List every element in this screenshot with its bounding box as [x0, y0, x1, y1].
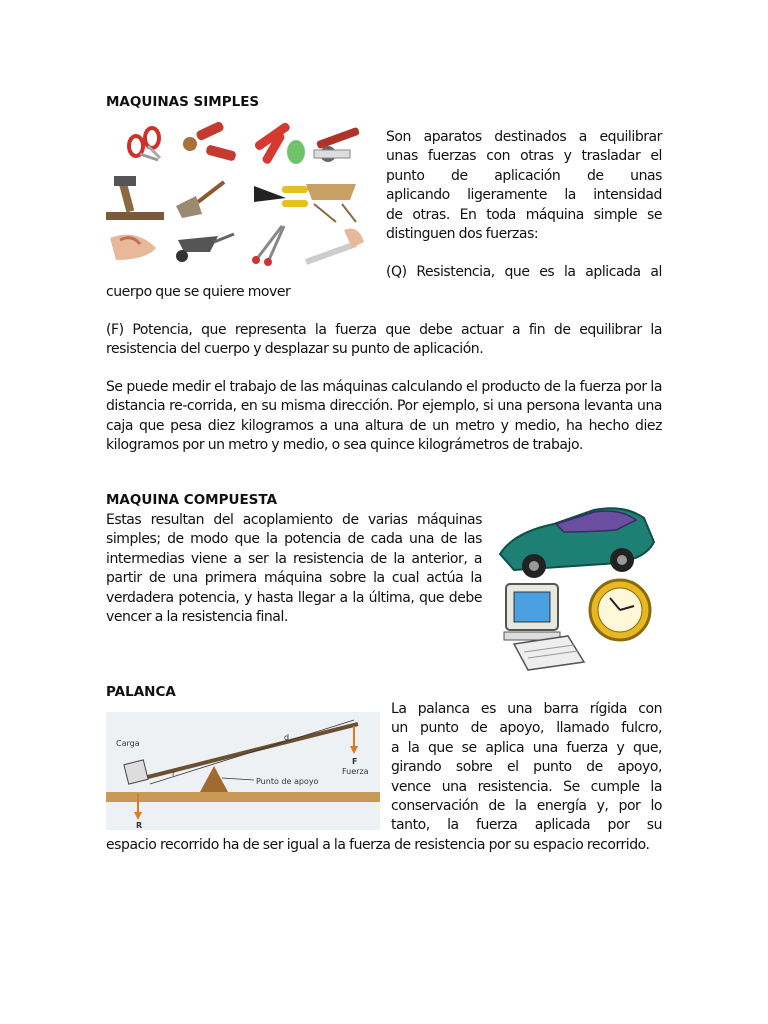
intro-line: aplicando ligeramente la intensidad [386, 187, 662, 204]
label-r: r [172, 769, 176, 778]
computer-image [504, 584, 584, 670]
trabajo-paragraph: Se puede medir el trabajo de las máquinas calculando el producto de la fuerza por la distancia re-corrida, en su misma dirección. Por ejemplo, si una persona levanta una caja que pesa diez kilogramos a una altura de un metro y medio, ha hecho diez kilogramos por un metro y medio, o sea quince kilográmetros de trabajo. [106, 379, 662, 454]
label-carga: Carga [116, 739, 140, 748]
scissors-image [129, 128, 160, 160]
intro-line: punto de aplicación de unas [386, 167, 662, 184]
car-image [500, 508, 654, 578]
resistencia-line1 [386, 263, 662, 282]
shovel-image [176, 182, 224, 218]
intro-line: unas fuerzas con otras y trasladar el [386, 148, 662, 165]
resistencia-text-cont: cuerpo que se quiere mover [106, 284, 291, 300]
forearm-image [306, 229, 364, 263]
section-title-palanca: PALANCA [106, 684, 176, 700]
can-opener-image [314, 127, 360, 162]
palanca-line: tanto, la fuerza aplicada por su [391, 817, 662, 834]
potencia-paragraph: (F) Potencia, que representa la fuerza que debe actuar a fin de equilibrar la resistencia del cuerpo y desplazar su punto de aplicación. [106, 322, 662, 358]
section-title-maquinas-simples: MAQUINAS SIMPLES [106, 94, 260, 110]
palanca-line: girando sobre el punto de apoyo, [391, 759, 662, 776]
palanca-line: a la que se aplica una fuerza y que, [391, 739, 662, 756]
pliers-image [253, 121, 305, 165]
intro-line: Son aparatos destinados a equilibrar [386, 129, 662, 145]
section-title-maquina-compuesta: MAQUINA COMPUESTA [106, 492, 278, 508]
tongs-image [252, 226, 284, 266]
palanca-line: La palanca es una barra rígida con [391, 701, 662, 717]
lever-boat-image [306, 184, 356, 222]
intro-line: distinguen dos fuerzas: [386, 226, 539, 243]
label-f: F [352, 757, 358, 766]
palanca-line: un punto de apoyo, llamado fulcro, [391, 720, 662, 737]
intro-paragraph [386, 128, 662, 244]
intro-line: de otras. En toda máquina simple se [386, 206, 662, 223]
compound-machines-illustration [494, 502, 664, 674]
label-fuerza: Fuerza [342, 767, 369, 776]
lever-diagram [106, 712, 380, 830]
resistencia-line2 [106, 283, 662, 302]
hammer-image [106, 176, 164, 220]
clock-image [590, 580, 650, 640]
palanca-line: conservación de la energía y, por lo [391, 798, 662, 815]
compuesta-paragraph: Estas resultan del acoplamiento de varias máquinas simples; de modo que la potencia de cada una de las intermedias viene a ser la resistencia de la anterior, a partir de una primera máquina sobre la cual actúa la verdadera potencia, y hasta llegar a la última, que debe vencer a la resistencia final. [106, 512, 482, 626]
label-d: d [284, 733, 290, 742]
resistencia-text: (Q) Resistencia, que es la aplicada al [386, 264, 662, 280]
arm-image [110, 235, 156, 260]
palanca-line: vence una resistencia. Se cumple la [391, 778, 662, 795]
palanca-tail-paragraph: espacio recorrido ha de ser igual a la fuerza de resistencia por su espacio recorrido. [106, 837, 650, 853]
label-punto-apoyo: Punto de apoyo [256, 777, 319, 786]
nutcracker-image [183, 121, 237, 162]
label-R: R [136, 821, 143, 830]
wheelbarrow-image [176, 234, 234, 262]
pliers-yellow-image [254, 186, 308, 207]
palanca-paragraph [391, 700, 662, 836]
simple-machines-collage [106, 120, 374, 270]
